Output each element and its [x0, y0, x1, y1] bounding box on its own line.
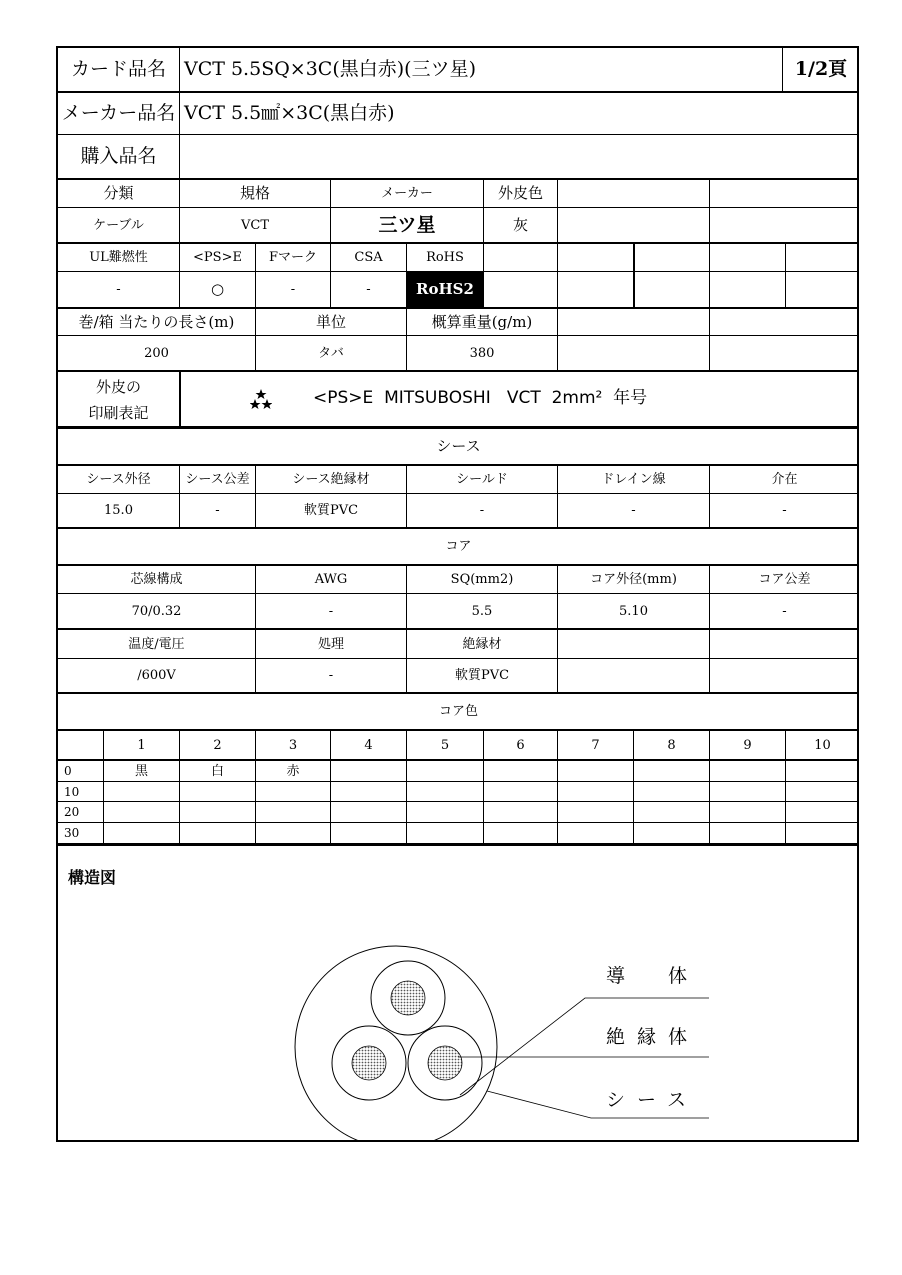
pse-label: <PS>E — [193, 250, 242, 265]
col-header-4: 4 — [364, 737, 373, 753]
f-mark-label: Fマーク — [268, 250, 318, 265]
sheath-od-label: シース外径 — [86, 472, 151, 487]
conductor-right — [428, 1046, 462, 1080]
core-insulation-value: 軟質PVC — [454, 668, 510, 683]
label-sheath: シース — [606, 1089, 699, 1111]
print-marking-label-2: 印刷表記 — [88, 403, 149, 422]
standard-value: VCT — [240, 217, 269, 233]
cable-cross-section-diagram — [58, 848, 859, 1140]
weight-label: 概算重量(g/m) — [431, 312, 533, 331]
col-header-10: 10 — [814, 737, 831, 753]
unit-value: タバ — [318, 345, 344, 361]
sheath-tol-label: シース公差 — [185, 472, 250, 487]
col-header-6: 6 — [516, 737, 525, 753]
csa-label: CSA — [354, 250, 383, 265]
weight-value: 380 — [469, 345, 495, 361]
core-insulation-label: 絶縁材 — [462, 636, 502, 652]
row-label-10: 10 — [64, 784, 80, 799]
ul-flame-label: UL難燃性 — [89, 250, 148, 265]
label-insulation: 絶縁体 — [606, 1026, 700, 1048]
row-label-30: 30 — [64, 826, 80, 840]
standard-label: 規格 — [239, 184, 270, 202]
drain-wire-value: - — [631, 503, 636, 518]
sheath-color-value: 灰 — [512, 215, 528, 234]
sheath-tol-value: - — [215, 503, 220, 518]
maker-label: メーカー — [381, 186, 433, 201]
conductor-top — [391, 981, 425, 1015]
awg-value: - — [328, 603, 334, 619]
category-value: ケーブル — [93, 217, 144, 233]
core-color-3: 赤 — [286, 763, 300, 779]
core-title: コア — [445, 539, 472, 554]
col-header-3: 3 — [288, 737, 298, 753]
col-header-5: 5 — [440, 737, 450, 753]
maker-name-label: メーカー品名 — [61, 102, 176, 124]
maker-name-value: VCT 5.5㎟×3C(黒白赤) — [184, 102, 395, 124]
core-tol-label: コア公差 — [758, 572, 811, 587]
col-header-1: 1 — [137, 737, 146, 753]
print-marking-label-1: 外皮の — [95, 377, 141, 396]
core-tol-value: - — [782, 603, 787, 619]
length-per-reel-label: 巻/箱 当たりの長さ(m) — [78, 312, 235, 331]
treatment-label: 処理 — [317, 636, 344, 652]
temp-voltage-label: 温度/電圧 — [128, 636, 185, 652]
sq-value: 5.5 — [471, 603, 493, 619]
length-per-reel-value: 200 — [144, 345, 169, 361]
drain-wire-label: ドレイン線 — [601, 472, 666, 487]
sheath-od-value: 15.0 — [104, 503, 133, 518]
sheath-color-label: 外皮色 — [497, 184, 543, 202]
temp-voltage-value: /600V — [137, 668, 176, 683]
purchase-name-label: 購入品名 — [80, 145, 157, 167]
card-name-label: カード品名 — [70, 58, 166, 80]
print-marking-text: <PS>E MITSUBOSHI VCT 2mm² 年号 — [313, 387, 648, 408]
row-label-0: 0 — [64, 764, 72, 778]
pse-value: ○ — [210, 280, 225, 298]
csa-value: - — [366, 282, 371, 297]
core-od-value: 5.10 — [619, 603, 648, 619]
filler-label: 介在 — [771, 472, 798, 487]
col-header-2: 2 — [213, 737, 222, 753]
filler-value: - — [782, 503, 787, 518]
col-header-7: 7 — [591, 737, 600, 753]
sq-label: SQ(mm2) — [450, 572, 514, 587]
mitsuboshi-logo-icon — [250, 388, 272, 410]
shield-value: - — [479, 503, 485, 518]
structure-title: 構造図 — [68, 868, 117, 887]
conductor-left — [352, 1046, 386, 1080]
core-color-2: 白 — [210, 763, 224, 779]
sheath-title: シース — [436, 437, 481, 455]
strand-value: 70/0.32 — [131, 603, 182, 619]
rohs-label: RoHS — [426, 250, 464, 265]
label-conductor: 導 体 — [606, 965, 700, 987]
f-mark-value: - — [290, 282, 296, 297]
spec-sheet — [56, 46, 859, 1142]
card-name-value: VCT 5.5SQ×3C(黒白赤)(三ツ星) — [184, 58, 476, 80]
col-header-8: 8 — [667, 737, 676, 753]
maker-value: 三ツ星 — [378, 213, 436, 236]
sheath-insulation-label: シース絶縁材 — [292, 472, 370, 487]
core-color-title: コア色 — [438, 704, 478, 719]
row-label-20: 20 — [64, 805, 80, 819]
purchase-name-value — [180, 135, 784, 178]
shield-label: シールド — [456, 472, 508, 487]
ul-flame-value: - — [116, 282, 121, 297]
treatment-value: - — [328, 668, 334, 683]
col-header-9: 9 — [743, 737, 752, 753]
core-color-1: 黒 — [134, 763, 148, 779]
unit-label: 単位 — [315, 312, 346, 331]
awg-label: AWG — [314, 572, 348, 587]
rohs-value: RoHS2 — [407, 272, 483, 307]
category-label: 分類 — [103, 184, 134, 202]
page-number: 1/2頁 — [794, 58, 848, 80]
strand-label: 芯線構成 — [130, 572, 183, 587]
sheath-insulation-value: 軟質PVC — [303, 503, 359, 518]
core-od-label: コア外径(mm) — [590, 572, 677, 587]
